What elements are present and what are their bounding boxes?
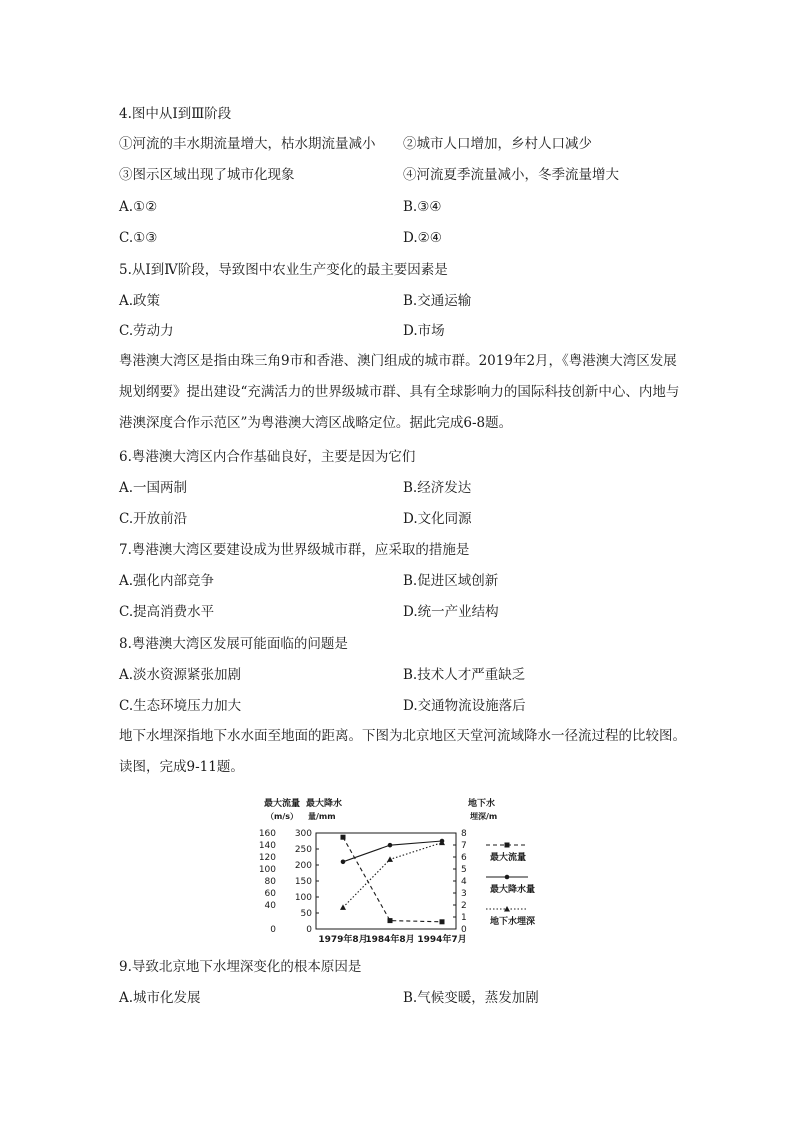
q5-option-d: D.市场 — [403, 323, 445, 339]
q5-option-a: A.政策 — [119, 293, 161, 309]
tick-flow: 120 — [258, 853, 276, 863]
q9-stem: 9.导致北京地下水埋深变化的根本原因是 — [119, 959, 362, 975]
q9-option-b: B.气候变暖，蒸发加剧 — [403, 990, 539, 1006]
tick-flow: 0 — [270, 925, 276, 935]
legend-label-3: 地下水埋深 — [490, 917, 536, 927]
q4-option-b: B.③④ — [403, 199, 442, 215]
q7-option-b: B.促进区域创新 — [403, 573, 499, 589]
tick-depth: 4 — [461, 877, 467, 887]
tick-flow: 60 — [264, 889, 276, 899]
passage-greater-bay-area: 粤港澳大湾区是指由珠三角9市和香港、澳门组成的城市群。2019年2月，《粤港澳大湾区发展规划纲要》提出建设“充满活力的世界级城市群、具有全球影响力的国际科技创新中心、内地与港澳深度合作示范区”为粤港澳大湾区战略定位。据此完成6-8题。 — [119, 353, 680, 431]
tick-precip: 0 — [306, 925, 312, 935]
tick-precip: 300 — [294, 829, 312, 839]
data-point-flow — [388, 918, 393, 923]
q7-option-d: D.统一产业结构 — [403, 604, 499, 620]
data-point-precip — [341, 860, 346, 865]
q7-option-c: C.提高消费水平 — [119, 604, 215, 620]
q4-option-c: C.①③ — [119, 230, 158, 246]
runoff-comparison-chart — [246, 795, 546, 947]
tick-precip: 50 — [300, 909, 312, 919]
q4-statement-3: ③图示区域出现了城市化现象 — [119, 167, 295, 183]
q9-option-a: A.城市化发展 — [119, 990, 201, 1006]
tick-flow: 80 — [264, 877, 276, 887]
axis-unit-left2: 量/mm — [308, 812, 336, 821]
q8-option-d: D.交通物流设施落后 — [403, 698, 526, 714]
q7-option-a: A.强化内部竞争 — [119, 573, 215, 589]
axis-unit-left1: （m/s） — [266, 812, 299, 821]
q7-stem: 7.粤港澳大湾区要建设成为世界级城市群，应采取的措施是 — [119, 542, 470, 558]
q4-stem: 4.图中从Ⅰ到Ⅲ阶段 — [119, 106, 232, 122]
q5-stem: 5.从Ⅰ到Ⅳ阶段，导致图中农业生产变化的最主要因素是 — [119, 262, 448, 278]
series-line-2 — [343, 841, 442, 862]
q6-option-b: B.经济发达 — [403, 480, 472, 496]
q8-option-b: B.技术人才严重缺乏 — [403, 667, 526, 683]
q4-statement-2: ②城市人口增加，乡村人口减少 — [403, 136, 592, 152]
tick-precip: 200 — [294, 861, 312, 871]
data-point-depth — [387, 856, 393, 862]
series-line-1 — [343, 837, 442, 922]
plot-frame — [316, 833, 456, 929]
axis-title-right: 地下水 — [468, 799, 496, 809]
tick-flow: 140 — [258, 841, 276, 851]
data-point-flow — [341, 835, 346, 840]
tick-depth: 6 — [461, 853, 467, 863]
q5-option-b: B.交通运输 — [403, 293, 472, 309]
tick-depth: 2 — [461, 901, 467, 911]
tick-flow: 40 — [264, 901, 276, 911]
axis-title-left1: 最大流量 — [264, 799, 301, 809]
q6-option-a: A.一国两制 — [119, 480, 188, 496]
tick-depth: 1 — [461, 913, 467, 923]
data-point-flow — [440, 919, 445, 924]
q8-stem: 8.粤港澳大湾区发展可能面临的问题是 — [119, 636, 348, 652]
tick-depth: 5 — [461, 865, 467, 875]
legend-label-2: 最大降水量 — [490, 885, 536, 895]
passage-groundwater: 地下水埋深指地下水水面至地面的距离。下图为北京地区天堂河流域降水一径流过程的比较图。读图，完成9-11题。 — [119, 728, 686, 775]
x-tick-label: 1984年8月 — [365, 935, 415, 945]
axis-unit-right: 埋深/m — [470, 812, 498, 821]
q6-stem: 6.粤港澳大湾区内合作基础良好，主要是因为它们 — [119, 449, 416, 465]
axis-title-left2: 最大降水 — [306, 799, 343, 809]
tick-depth: 0 — [461, 925, 467, 935]
q6-option-d: D.文化同源 — [403, 511, 472, 527]
tick-precip: 150 — [294, 877, 312, 887]
series-line-3 — [343, 843, 442, 908]
data-point-precip — [388, 843, 393, 848]
q5-option-c: C.劳动力 — [119, 323, 174, 339]
tick-precip: 100 — [294, 893, 312, 903]
legend-marker — [505, 875, 510, 880]
legend-marker — [505, 843, 510, 848]
tick-flow: 100 — [258, 865, 276, 875]
q4-statement-1: ①河流的丰水期流量增大，枯水期流量减小 — [119, 136, 376, 152]
legend-label-1: 最大流量 — [490, 853, 527, 863]
q8-option-a: A.淡水资源紧张加剧 — [119, 667, 242, 683]
data-point-depth — [340, 904, 346, 910]
q4-option-a: A.①② — [119, 199, 158, 215]
q6-option-c: C.开放前沿 — [119, 511, 188, 527]
tick-depth: 8 — [461, 829, 467, 839]
x-tick-label: 1994年7月 — [417, 935, 467, 945]
q8-option-c: C.生态环境压力加大 — [119, 698, 242, 714]
tick-precip: 250 — [294, 845, 312, 855]
q4-option-d: D.②④ — [403, 230, 442, 246]
tick-depth: 7 — [461, 841, 467, 851]
tick-depth: 3 — [461, 889, 467, 899]
tick-flow: 160 — [258, 829, 276, 839]
q4-statement-4: ④河流夏季流量减小，冬季流量增大 — [403, 167, 619, 183]
x-tick-label: 1979年8月 — [318, 935, 368, 945]
